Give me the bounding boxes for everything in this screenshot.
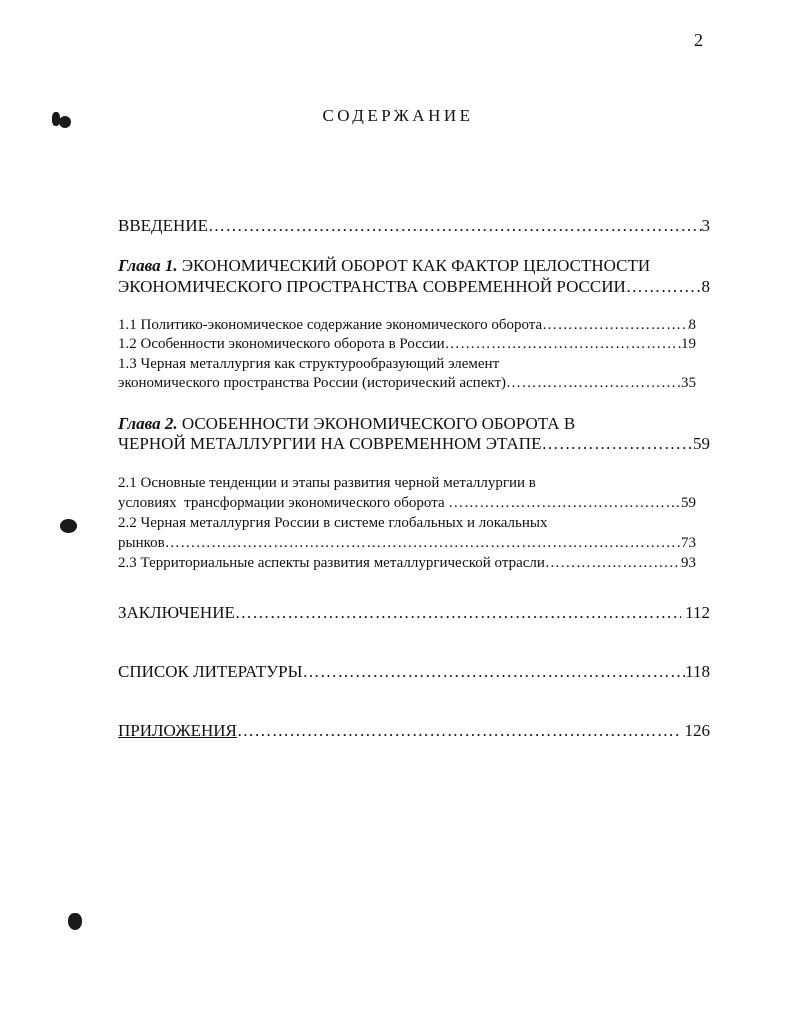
toc-entry-title: 1.2 Особенности экономического оборота в России	[118, 336, 445, 352]
chapter-title: ЭКОНОМИЧЕСКОГО ПРОСТРАНСТВА СОВРЕМЕННОЙ РОССИИ	[118, 277, 626, 296]
toc-entry-title: условиях трансформации экономического оборота	[118, 495, 449, 511]
toc-leader	[448, 495, 681, 512]
toc-section-2-3[interactable]	[118, 555, 696, 572]
toc-page: 59	[681, 495, 696, 511]
page-title: СОДЕРЖАНИЕ	[322, 106, 474, 125]
toc-page: 8	[688, 317, 696, 333]
toc-page: 19	[681, 336, 696, 352]
toc-entry-title: ВВЕДЕНИЕ	[118, 216, 208, 235]
chapter-title: ЧЕРНОЙ МЕТАЛЛУРГИИ НА СОВРЕМЕННОМ ЭТАПЕ	[118, 434, 542, 453]
chapter-title: ОСОБЕННОСТИ ЭКОНОМИЧЕСКОГО ОБОРОТА В	[181, 414, 576, 433]
scan-smudge	[68, 913, 82, 930]
toc-chapter2-line2[interactable]	[118, 434, 710, 454]
toc-entry-title: ПРИЛОЖЕНИЯ	[118, 721, 237, 740]
toc-leader	[545, 555, 681, 572]
toc-leader	[208, 216, 702, 236]
toc-section-2-2-line1[interactable]: 2.2 Черная металлургия России в системе глобальных и локальных	[118, 515, 548, 531]
toc-appendices[interactable]	[118, 721, 710, 741]
scan-smudge	[59, 116, 71, 128]
toc-entry-title: 1.1 Политико-экономическое содержание экономического оборота	[118, 317, 543, 333]
toc-entry-title: экономического пространства России (исторический аспект)	[118, 375, 506, 391]
toc-leader	[506, 375, 681, 392]
chapter-label: Глава 1.	[118, 256, 178, 275]
toc-leader	[165, 535, 681, 552]
toc-entry-title: СПИСОК ЛИТЕРАТУРЫ	[118, 662, 303, 681]
toc-leader	[542, 317, 688, 334]
toc-intro[interactable]	[118, 216, 710, 236]
toc-page: 3	[701, 216, 710, 235]
toc-leader	[302, 662, 685, 682]
toc-section-2-1-line1[interactable]: 2.1 Основные тенденции и этапы развития черной металлургии в	[118, 475, 536, 491]
toc-page: 73	[681, 535, 696, 551]
toc-page: 8	[701, 277, 710, 296]
toc-page: 112	[685, 603, 710, 622]
chapter-title: ЭКОНОМИЧЕСКИЙ ОБОРОТ КАК ФАКТОР ЦЕЛОСТНОСТИ	[181, 256, 651, 275]
toc-section-2-1-line2[interactable]	[118, 495, 696, 512]
toc-leader	[235, 603, 681, 623]
toc-section-1-1[interactable]	[118, 317, 696, 334]
toc-entry-title: ЗАКЛЮЧЕНИЕ	[118, 603, 235, 622]
toc-leader	[541, 434, 693, 454]
toc-page: 126	[684, 721, 710, 740]
page-number: 2	[694, 30, 703, 50]
toc-conclusion[interactable]	[118, 603, 710, 623]
toc-page: 118	[685, 662, 710, 681]
toc-leader	[237, 721, 681, 741]
toc-entry-title: 2.3 Территориальные аспекты развития металлургической отрасли	[118, 555, 545, 571]
toc-section-1-2[interactable]	[118, 336, 696, 353]
toc-references[interactable]	[118, 662, 710, 682]
toc-chapter1-line2[interactable]	[118, 277, 710, 297]
toc-entry-title: рынков	[118, 535, 165, 551]
toc-section-2-2-line2[interactable]	[118, 535, 696, 552]
toc-page: 93	[681, 555, 696, 571]
toc-page: 59	[693, 434, 710, 453]
toc-section-1-3-line2[interactable]	[118, 375, 696, 392]
toc-chapter1-line1[interactable]	[118, 256, 650, 276]
scan-smudge	[60, 519, 77, 533]
toc-chapter2-line1[interactable]	[118, 414, 575, 434]
chapter-label: Глава 2.	[118, 414, 178, 433]
toc-section-1-3-line1[interactable]: 1.3 Черная металлургия как структурообразующий элемент	[118, 356, 500, 372]
toc-page: 35	[681, 375, 696, 391]
toc-leader	[445, 336, 681, 353]
toc-leader	[626, 277, 702, 297]
